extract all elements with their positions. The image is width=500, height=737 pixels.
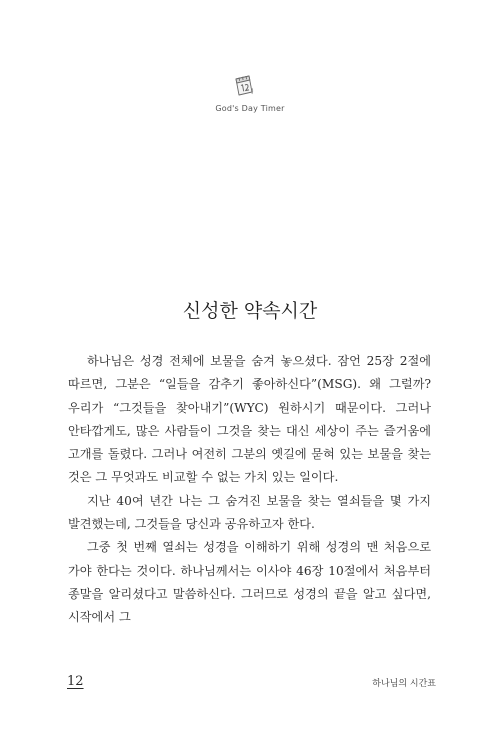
series-label: God's Day Timer [215,104,285,113]
body-text [68,350,431,630]
paragraph: 하나님은 성경 전체에 보물을 숨겨 놓으셨다. 잠언 25장 2절에 따르면, 그분은 “일들을 감추기 좋아하신다”(MSG). 왜 그럴까? 우리가 “그것들을 찾아내기”(WYC) 원하시기 때문이다. 그러나 안타깝게도, 많은 사람들이 그것을 찾는 대신 세상이 주는 즐거움에 고개를 돌렸다. 그러나 여전히 그분의 옛길에 묻혀 있는 보물을 찾는 것은 그 무엇과도 비교할 수 없는 가치 있는 일이다. [68,354,431,485]
running-footer-title: 하나님의 시간표 [372,679,436,689]
chapter-title: 신성한 약속시간 [182,300,318,322]
calendar-icon [233,73,255,97]
page-number: 12 [67,674,84,689]
paragraph: 지난 40여 년간 나는 그 숨겨진 보물을 찾는 열쇠들을 몇 가지 발견했는데, 그것들을 당신과 공유하고자 한다. [68,493,431,532]
paragraph: 그중 첫 번째 열쇠는 성경을 이해하기 위해 성경의 맨 처음으로 가야 한다는 것이다. 하나님께서는 이사야 46장 10절에서 처음부터 종말을 알리셨다고 말씀하신다. 그러므로 성경의 끝을 알고 싶다면, 시작에서 그 [68,540,431,625]
